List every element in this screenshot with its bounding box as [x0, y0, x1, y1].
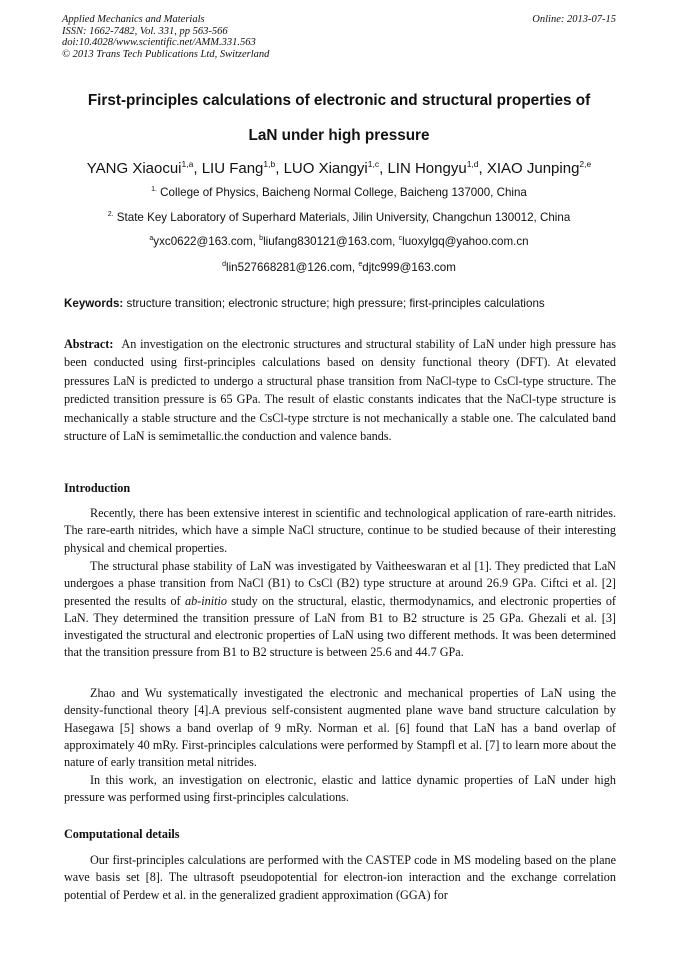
email-marker: c	[398, 235, 403, 242]
section-heading-computational: Computational details	[64, 827, 180, 841]
author-superscript: 1,c	[367, 159, 380, 169]
affiliation-text: State Key Laboratory of Superhard Materials, Jilin University, Changchun 130012, China	[116, 211, 571, 224]
abstract-text: An investigation on the electronic structures and structural stability of LaN under high pressure has been conducted using first-principles calculations based on density functional theory (DFT). At elevated pressures LaN is predicted to undergo a structural phase transition from NaCl-type to CsCl-type structure. The predicted transition pressure is 65 GPa. The result of elastic constants indicates that the NaCl-type structure is mechanically a stable structure and the CsCl-type strcture is not mechanically a stable one. The calculated band structure of LaN is semimetallic.the conduction and valence bands.	[64, 337, 616, 444]
keywords	[64, 297, 616, 310]
author-name: YANG Xiaocui	[86, 160, 182, 177]
intro-paragraph-4: In this work, an investigation on electronic, elastic and lattice dynamic properties of LaN under high pressure was performed using first-principles calculations.	[64, 773, 616, 805]
affiliation-1	[30, 186, 648, 199]
journal-header	[62, 14, 616, 60]
author-superscript: 1,d	[466, 159, 479, 169]
email-marker: a	[149, 235, 154, 242]
intro-paragraph-3: Zhao and Wu systematically investigated the electronic and mechanical properties of LaN using the density-functional theory [4].A previous self-consistent augmented plane wave band structure calculation by Hasegawa [5] shows a band overlap of 9 mRy. Norman et al. [6] found that LaN has a band overlap of approximately 40 mRy. First-principles calculations were performed by Stampfl et al. [7] to learn more about the nature of early transition metal nitrides.	[64, 686, 616, 770]
email-marker: b	[259, 235, 264, 242]
email-marker: e	[358, 261, 363, 268]
email-marker: d	[222, 261, 227, 268]
paper-title-line-2: LaN under high pressure	[248, 127, 430, 144]
intro-paragraph-2	[64, 558, 616, 662]
author-name: XIAO Junping	[486, 160, 580, 177]
keywords-text: structure transition; electronic structure; high pressure; first-principles calculations	[126, 297, 545, 310]
intro-paragraph-2-italic: ab-initio	[184, 593, 227, 608]
issn-line: ISSN: 1662-7482, Vol. 331, pp 563-566	[62, 25, 228, 37]
computational-paragraph-1: Our first-principles calculations are performed with the CASTEP code in MS modeling based on the plane wave basis set [8]. The ultrasoft pseudopotential for electron-ion interaction and the exchange correlation potential of Perdew et al. in the generalized gradient approximation (GGA) for	[64, 853, 616, 902]
author-name: LUO Xiangyi	[283, 160, 368, 177]
online-date: Online: 2013-07-15	[532, 14, 616, 25]
paper-title-line-1: First-principles calculations of electronic and structural properties of	[87, 92, 591, 109]
author-superscript: 2,e	[579, 159, 592, 169]
doi-line: doi:10.4028/www.scientific.net/AMM.331.563	[62, 37, 256, 49]
affiliation-marker: 2.	[107, 211, 114, 218]
author-name: LIU Fang	[201, 160, 264, 177]
email-address: djtc999@163.com	[362, 261, 456, 274]
intro-paragraph-1: Recently, there has been extensive interest in scientific and technological application of rare-earth nitrides. The rare-earth nitrides, which have a simple NaCl structure, continue to be studied because of their interesting physical and chemical properties.	[64, 506, 616, 555]
intro-paragraph-2-part-a: The structural phase stability of LaN was investigated by Vaitheeswaran et al [1]. They predicted that LaN undergoes a phase transition from NaCl (B1) to CsCl (B2) type structure at around 26.9 GPa. Ciftci et al. [2] presented the results of	[64, 559, 616, 608]
author-superscript: 1,a	[181, 159, 194, 169]
email-address: lin527668281@126.com	[226, 261, 352, 274]
author-name: LIN Hongyu	[387, 160, 467, 177]
abstract-label: Abstract:	[64, 337, 114, 351]
affiliation-text: College of Physics, Baicheng Normal College, Baicheng 137000, China	[160, 186, 527, 199]
email-line-2: $^d$lin527668281@126.com, $^e$djtc999@163.com	[222, 261, 456, 274]
email-address: yxc0622@163.com	[153, 235, 253, 248]
abstract	[64, 335, 616, 445]
affiliation-marker: 1.	[151, 186, 157, 193]
email-address: luoxylgq@yahoo.com.cn	[402, 235, 529, 248]
email-line-1: $^a$yxc0622@163.com, $^b$liufang830121@163.com, $^c$luoxylgq@yahoo.com.cn	[149, 235, 529, 248]
affiliation-2	[30, 211, 648, 224]
journal-name: Applied Mechanics and Materials	[62, 14, 205, 25]
intro-paragraph-2-part-b: study on the structural, elastic, thermodynamics, and electronic properties of LaN. They determined the transition pressure of LaN from B1 to B2 structure is 25 GPa. Ghezali et al. [3] investigated the structural and electronic properties of LaN using two different methods. It was been determined that the transition pressure from B1 to B2 structure is between 25.6 and 44.7 GPa.	[64, 593, 616, 660]
author-list: YANG Xiaocui$^{1,a}$, LIU Fang$^{1,b}$, LUO Xiangyi$^{1,c}$, LIN Hongyu$^{1,d}$, XIAO Junping$^{2,e}$	[86, 159, 592, 177]
email-address: liufang830121@163.com	[263, 235, 393, 248]
author-superscript: 1,b	[263, 159, 276, 169]
keywords-label: Keywords:	[64, 297, 124, 310]
section-heading-introduction: Introduction	[64, 481, 131, 495]
copyright-line: © 2013 Trans Tech Publications Ltd, Switzerland	[62, 48, 270, 60]
